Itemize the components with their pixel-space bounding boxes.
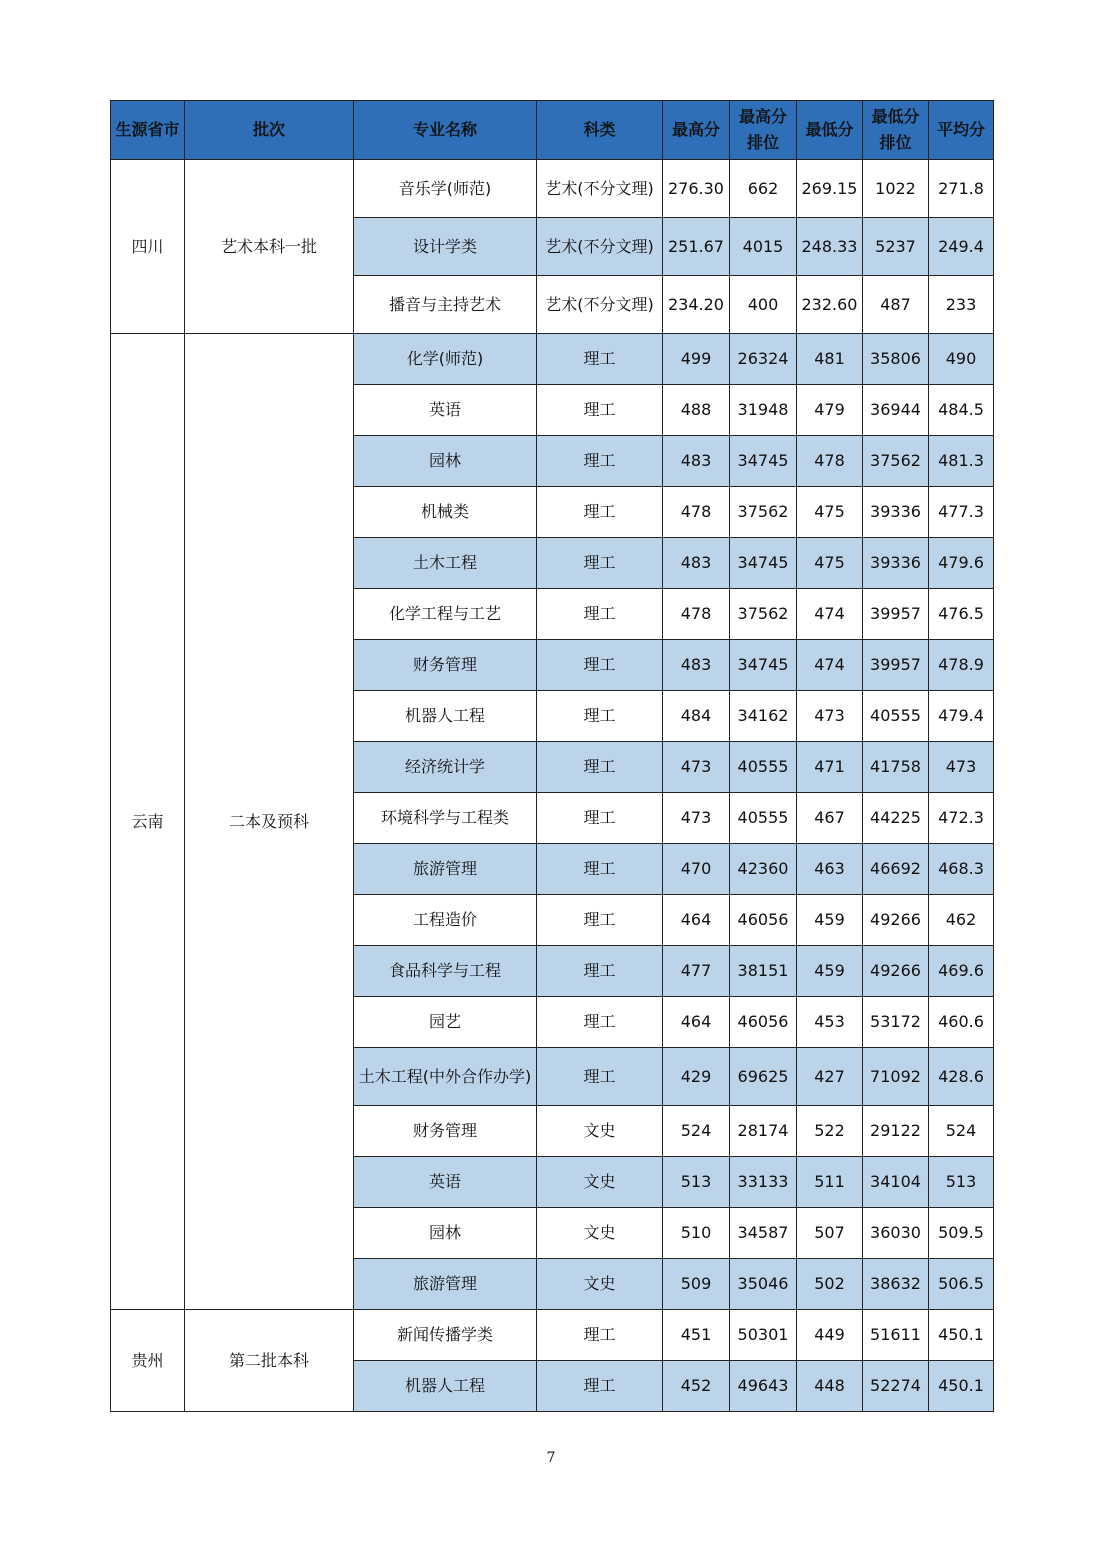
min-score-cell: 471 <box>797 742 863 793</box>
min-rank-cell: 40555 <box>863 691 929 742</box>
batch-cell: 二本及预科 <box>185 334 354 1310</box>
min-score-cell: 248.33 <box>797 218 863 276</box>
header-max-rank: 最高分排位 <box>730 101 797 160</box>
header-max-score: 最高分 <box>663 101 730 160</box>
major-cell: 园林 <box>354 436 537 487</box>
min-rank-cell: 71092 <box>863 1048 929 1106</box>
max-rank-cell: 40555 <box>730 742 797 793</box>
min-score-cell: 473 <box>797 691 863 742</box>
min-score-cell: 522 <box>797 1106 863 1157</box>
min-score-cell: 479 <box>797 385 863 436</box>
max-rank-cell: 42360 <box>730 844 797 895</box>
min-score-cell: 467 <box>797 793 863 844</box>
max-rank-cell: 4015 <box>730 218 797 276</box>
category-cell: 理工 <box>537 487 663 538</box>
avg-score-cell: 476.5 <box>929 589 994 640</box>
table-row <box>111 160 994 218</box>
max-score-cell: 477 <box>663 946 730 997</box>
batch-cell: 艺术本科一批 <box>185 160 354 334</box>
min-score-cell: 449 <box>797 1310 863 1361</box>
table-body <box>111 160 994 1412</box>
max-rank-cell: 46056 <box>730 997 797 1048</box>
max-rank-cell: 662 <box>730 160 797 218</box>
max-rank-cell: 50301 <box>730 1310 797 1361</box>
header-min-rank: 最低分排位 <box>863 101 929 160</box>
category-cell: 理工 <box>537 538 663 589</box>
max-score-cell: 510 <box>663 1208 730 1259</box>
min-rank-cell: 53172 <box>863 997 929 1048</box>
min-score-cell: 448 <box>797 1361 863 1412</box>
min-rank-cell: 44225 <box>863 793 929 844</box>
category-cell: 理工 <box>537 1310 663 1361</box>
min-score-cell: 427 <box>797 1048 863 1106</box>
admission-scores-table <box>110 100 994 1412</box>
max-score-cell: 234.20 <box>663 276 730 334</box>
min-rank-cell: 39957 <box>863 640 929 691</box>
min-rank-cell: 36030 <box>863 1208 929 1259</box>
min-score-cell: 474 <box>797 589 863 640</box>
max-score-cell: 452 <box>663 1361 730 1412</box>
header-batch: 批次 <box>185 101 354 160</box>
avg-score-cell: 509.5 <box>929 1208 994 1259</box>
category-cell: 理工 <box>537 436 663 487</box>
min-rank-cell: 35806 <box>863 334 929 385</box>
category-cell: 艺术(不分文理) <box>537 276 663 334</box>
min-rank-cell: 52274 <box>863 1361 929 1412</box>
header-major: 专业名称 <box>354 101 537 160</box>
avg-score-cell: 490 <box>929 334 994 385</box>
major-cell: 土木工程 <box>354 538 537 589</box>
min-score-cell: 511 <box>797 1157 863 1208</box>
avg-score-cell: 478.9 <box>929 640 994 691</box>
max-rank-cell: 38151 <box>730 946 797 997</box>
avg-score-cell: 271.8 <box>929 160 994 218</box>
min-rank-cell: 5237 <box>863 218 929 276</box>
major-cell: 财务管理 <box>354 1106 537 1157</box>
min-score-cell: 478 <box>797 436 863 487</box>
max-rank-cell: 34162 <box>730 691 797 742</box>
category-cell: 理工 <box>537 997 663 1048</box>
min-rank-cell: 39957 <box>863 589 929 640</box>
province-cell: 贵州 <box>111 1310 185 1412</box>
avg-score-cell: 481.3 <box>929 436 994 487</box>
min-rank-cell: 487 <box>863 276 929 334</box>
category-cell: 艺术(不分文理) <box>537 160 663 218</box>
category-cell: 艺术(不分文理) <box>537 218 663 276</box>
major-cell: 财务管理 <box>354 640 537 691</box>
category-cell: 文史 <box>537 1157 663 1208</box>
category-cell: 理工 <box>537 844 663 895</box>
max-score-cell: 483 <box>663 640 730 691</box>
max-score-cell: 483 <box>663 436 730 487</box>
max-score-cell: 473 <box>663 742 730 793</box>
category-cell: 文史 <box>537 1106 663 1157</box>
avg-score-cell: 524 <box>929 1106 994 1157</box>
max-rank-cell: 34745 <box>730 436 797 487</box>
max-rank-cell: 35046 <box>730 1259 797 1310</box>
avg-score-cell: 477.3 <box>929 487 994 538</box>
max-score-cell: 478 <box>663 589 730 640</box>
avg-score-cell: 484.5 <box>929 385 994 436</box>
avg-score-cell: 249.4 <box>929 218 994 276</box>
header-avg-score: 平均分 <box>929 101 994 160</box>
avg-score-cell: 469.6 <box>929 946 994 997</box>
max-rank-cell: 37562 <box>730 589 797 640</box>
min-rank-cell: 41758 <box>863 742 929 793</box>
major-cell: 播音与主持艺术 <box>354 276 537 334</box>
category-cell: 理工 <box>537 1048 663 1106</box>
avg-score-cell: 479.4 <box>929 691 994 742</box>
max-score-cell: 251.67 <box>663 218 730 276</box>
major-cell: 工程造价 <box>354 895 537 946</box>
min-score-cell: 459 <box>797 895 863 946</box>
avg-score-cell: 468.3 <box>929 844 994 895</box>
avg-score-cell: 462 <box>929 895 994 946</box>
category-cell: 理工 <box>537 385 663 436</box>
category-cell: 文史 <box>537 1259 663 1310</box>
max-score-cell: 524 <box>663 1106 730 1157</box>
min-score-cell: 481 <box>797 334 863 385</box>
category-cell: 理工 <box>537 946 663 997</box>
major-cell: 旅游管理 <box>354 844 537 895</box>
max-score-cell: 276.30 <box>663 160 730 218</box>
major-cell: 食品科学与工程 <box>354 946 537 997</box>
max-score-cell: 464 <box>663 895 730 946</box>
major-cell: 机械类 <box>354 487 537 538</box>
max-score-cell: 499 <box>663 334 730 385</box>
max-rank-cell: 37562 <box>730 487 797 538</box>
max-rank-cell: 69625 <box>730 1048 797 1106</box>
max-score-cell: 473 <box>663 793 730 844</box>
max-rank-cell: 31948 <box>730 385 797 436</box>
header-min-score: 最低分 <box>797 101 863 160</box>
min-rank-cell: 49266 <box>863 895 929 946</box>
max-score-cell: 484 <box>663 691 730 742</box>
min-rank-cell: 39336 <box>863 487 929 538</box>
min-rank-cell: 51611 <box>863 1310 929 1361</box>
major-cell: 园艺 <box>354 997 537 1048</box>
min-rank-cell: 29122 <box>863 1106 929 1157</box>
min-rank-cell: 39336 <box>863 538 929 589</box>
major-cell: 音乐学(师范) <box>354 160 537 218</box>
avg-score-cell: 506.5 <box>929 1259 994 1310</box>
category-cell: 理工 <box>537 334 663 385</box>
min-rank-cell: 36944 <box>863 385 929 436</box>
avg-score-cell: 233 <box>929 276 994 334</box>
avg-score-cell: 450.1 <box>929 1361 994 1412</box>
major-cell: 旅游管理 <box>354 1259 537 1310</box>
major-cell: 英语 <box>354 1157 537 1208</box>
max-score-cell: 464 <box>663 997 730 1048</box>
avg-score-cell: 428.6 <box>929 1048 994 1106</box>
batch-cell: 第二批本科 <box>185 1310 354 1412</box>
province-cell: 四川 <box>111 160 185 334</box>
max-rank-cell: 28174 <box>730 1106 797 1157</box>
max-score-cell: 451 <box>663 1310 730 1361</box>
major-cell: 英语 <box>354 385 537 436</box>
header-category: 科类 <box>537 101 663 160</box>
max-score-cell: 478 <box>663 487 730 538</box>
max-score-cell: 488 <box>663 385 730 436</box>
max-score-cell: 513 <box>663 1157 730 1208</box>
min-score-cell: 475 <box>797 538 863 589</box>
max-rank-cell: 26324 <box>730 334 797 385</box>
max-rank-cell: 34587 <box>730 1208 797 1259</box>
major-cell: 土木工程(中外合作办学) <box>354 1048 537 1106</box>
province-cell: 云南 <box>111 334 185 1310</box>
min-score-cell: 502 <box>797 1259 863 1310</box>
max-rank-cell: 49643 <box>730 1361 797 1412</box>
min-score-cell: 232.60 <box>797 276 863 334</box>
min-rank-cell: 38632 <box>863 1259 929 1310</box>
min-score-cell: 507 <box>797 1208 863 1259</box>
category-cell: 理工 <box>537 793 663 844</box>
avg-score-cell: 472.3 <box>929 793 994 844</box>
table-header-row <box>111 101 994 160</box>
category-cell: 理工 <box>537 640 663 691</box>
min-score-cell: 474 <box>797 640 863 691</box>
category-cell: 理工 <box>537 1361 663 1412</box>
category-cell: 理工 <box>537 691 663 742</box>
avg-score-cell: 513 <box>929 1157 994 1208</box>
major-cell: 化学工程与工艺 <box>354 589 537 640</box>
min-rank-cell: 37562 <box>863 436 929 487</box>
min-score-cell: 269.15 <box>797 160 863 218</box>
max-rank-cell: 34745 <box>730 538 797 589</box>
min-score-cell: 453 <box>797 997 863 1048</box>
category-cell: 理工 <box>537 589 663 640</box>
max-rank-cell: 34745 <box>730 640 797 691</box>
min-rank-cell: 49266 <box>863 946 929 997</box>
major-cell: 环境科学与工程类 <box>354 793 537 844</box>
max-rank-cell: 40555 <box>730 793 797 844</box>
major-cell: 设计学类 <box>354 218 537 276</box>
major-cell: 园林 <box>354 1208 537 1259</box>
min-score-cell: 463 <box>797 844 863 895</box>
max-rank-cell: 33133 <box>730 1157 797 1208</box>
category-cell: 文史 <box>537 1208 663 1259</box>
max-score-cell: 483 <box>663 538 730 589</box>
page-number: 7 <box>546 1450 556 1466</box>
avg-score-cell: 450.1 <box>929 1310 994 1361</box>
header-province: 生源省市 <box>111 101 185 160</box>
avg-score-cell: 473 <box>929 742 994 793</box>
max-score-cell: 429 <box>663 1048 730 1106</box>
avg-score-cell: 479.6 <box>929 538 994 589</box>
max-rank-cell: 46056 <box>730 895 797 946</box>
major-cell: 机器人工程 <box>354 691 537 742</box>
avg-score-cell: 460.6 <box>929 997 994 1048</box>
max-rank-cell: 400 <box>730 276 797 334</box>
min-rank-cell: 46692 <box>863 844 929 895</box>
major-cell: 经济统计学 <box>354 742 537 793</box>
major-cell: 新闻传播学类 <box>354 1310 537 1361</box>
category-cell: 理工 <box>537 742 663 793</box>
max-score-cell: 509 <box>663 1259 730 1310</box>
min-rank-cell: 34104 <box>863 1157 929 1208</box>
min-score-cell: 475 <box>797 487 863 538</box>
table-row <box>111 1310 994 1361</box>
major-cell: 化学(师范) <box>354 334 537 385</box>
min-score-cell: 459 <box>797 946 863 997</box>
max-score-cell: 470 <box>663 844 730 895</box>
category-cell: 理工 <box>537 895 663 946</box>
table-row <box>111 334 994 385</box>
major-cell: 机器人工程 <box>354 1361 537 1412</box>
min-rank-cell: 1022 <box>863 160 929 218</box>
